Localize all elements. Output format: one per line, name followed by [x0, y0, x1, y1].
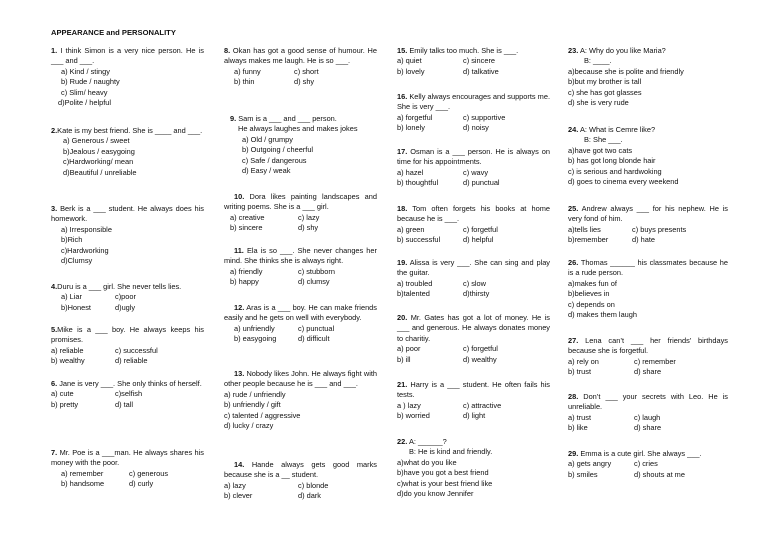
question-9: 9. Sam is a ___ and ___ person. He always laughes and makes jokes a) Old / grumpy b) Outgoing / cheerful c) Safe / dangerous d) Easy / weak — [230, 114, 358, 176]
question-10: 10. Dora likes painting landscapes and writing poems. She is a ___ girl. a) creative c) lazy b) sincere d) shy — [224, 192, 377, 233]
question-14: 14. Hande always gets good marks because she is a __ student. a) lazy c) blonde b) clever d) dark — [224, 460, 377, 501]
question-2: 2.Kate is my best friend. She is ____ and ___. a) Generous / sweet b)Jealous / easygoing c)Hardworking/ mean d)Beautiful / unreliable — [51, 126, 203, 177]
question-3: 3. Berk is a ___ student. He always does his homework. a) Irresponsible b)Rich c)Hardworking d)Clumsy — [51, 204, 204, 266]
question-29: 29. Emma is a cute girl. She always ___. a) gets angry c) cries b) smiles d) shouts at me — [568, 449, 702, 479]
worksheet-title: APPEARANCE and PERSONALITY — [51, 28, 176, 37]
question-24: 24. A: What is Cemre like? B: She ___. a)have got two cats b) has got long blonde hair c) is serious and hardwoking d) goes to cinema every weekend — [568, 125, 679, 187]
question-19: 19. Alissa is very ___. She can sing and play the guitar. a) troubled c) slow b)talented d)thirsty — [397, 258, 550, 299]
question-12: 12. Aras is a ___ boy. He can make friends easily and he gets on well with everybody. a) unfriendly c) punctual b) easygoing d) difficult — [224, 303, 377, 344]
question-7: 7. Mr. Poe is a ___man. He always shares his money with the poor. a) remember c) generous b) handsome d) curly — [51, 448, 205, 489]
question-8: 8. Okan has got a good sense of humour. He always makes me laugh. He is so ___. a) funny c) short b) thin d) shy — [224, 46, 377, 87]
question-11: 11. Ela is so ___. She never changes her mind. She thinks she is always right. a) friendly c) stubborn b) happy d) clumsy — [224, 246, 377, 287]
question-28: 28. Don’t ___ your secrets with Leo. He is unreliable. a) trust c) laugh b) like d) share — [568, 392, 728, 433]
question-4: 4.Duru is a ___ girl. She never tells lies. a) Liar c)poor b)Honest d)ugly — [51, 282, 182, 312]
question-6: 6. Jane is very ___. She only thinks of herself. a) cute c)selfish b) pretty d) tall — [51, 379, 202, 409]
question-17: 17. Osman is a ___ person. He is always on time for his appointments. a) hazel c) wavy b) thoughtful d) punctual — [397, 147, 550, 188]
question-26: 26. Thomas ______ his classmates because he is a rude person. a)makes fun of b)believes in c) depends on d) makes them laugh — [568, 258, 729, 320]
question-5: 5.Mike is a ___ boy. He always keeps his promises. a) reliable c) successful b) wealthy d) reliable — [51, 325, 204, 366]
question-27: 27. Lena can’t ___ her friends’ birthdays because she is forgetful. a) rely on c) remember b) trust d) share — [568, 336, 728, 377]
question-23: 23. A: Why do you like Maria? B: ____. a)because she is polite and friendly b)but my brother is tall c) she has got glasses d) she is very rude — [568, 46, 684, 108]
question-1: 1. I think Simon is a very nice person. He is ___ and ___. a) Kind / stingy b) Rude / naughty c) Slim/ heavy d)Polite / helpful — [51, 46, 204, 108]
question-16: 16. Kelly always encourages and supports me. She is very ___. a) forgetful c) supportive b) lonely d) noisy — [397, 92, 551, 133]
question-13: 13. Nobody likes John. He always fight with other people because he is ___ and ___. a) rude / unfriendly b) unfriendly / gift c) talented / aggressive d) lucky / crazy — [224, 369, 378, 431]
question-18: 18. Tom often forgets his books at home because he is ___. a) green c) forgetful b) successful d) helpful — [397, 204, 550, 245]
question-22: 22. A: ______? B: He is kind and friendly. a)what do you like b)have you got a best friend c)what is your best friend like d)do you know Jennifer — [397, 437, 493, 499]
question-20: 20. Mr. Gates has got a lot of money. He is ___ and generous. He always donates money to charitiy. a) poor c) forgetful b) ill d) wealthy — [397, 313, 550, 364]
question-15: 15. Emily talks too much. She is ___. a) quiet c) sincere b) lovely d) talkative — [397, 46, 519, 76]
question-21: 21. Harry is a ___ student. He often fails his tests. a ) lazy c) attractive b) worried d) light — [397, 380, 550, 421]
question-25: 25. Andrew always ___ for his nephew. He is very fond of him. a)tells lies c) buys presents b)remember d) hate — [568, 204, 728, 245]
